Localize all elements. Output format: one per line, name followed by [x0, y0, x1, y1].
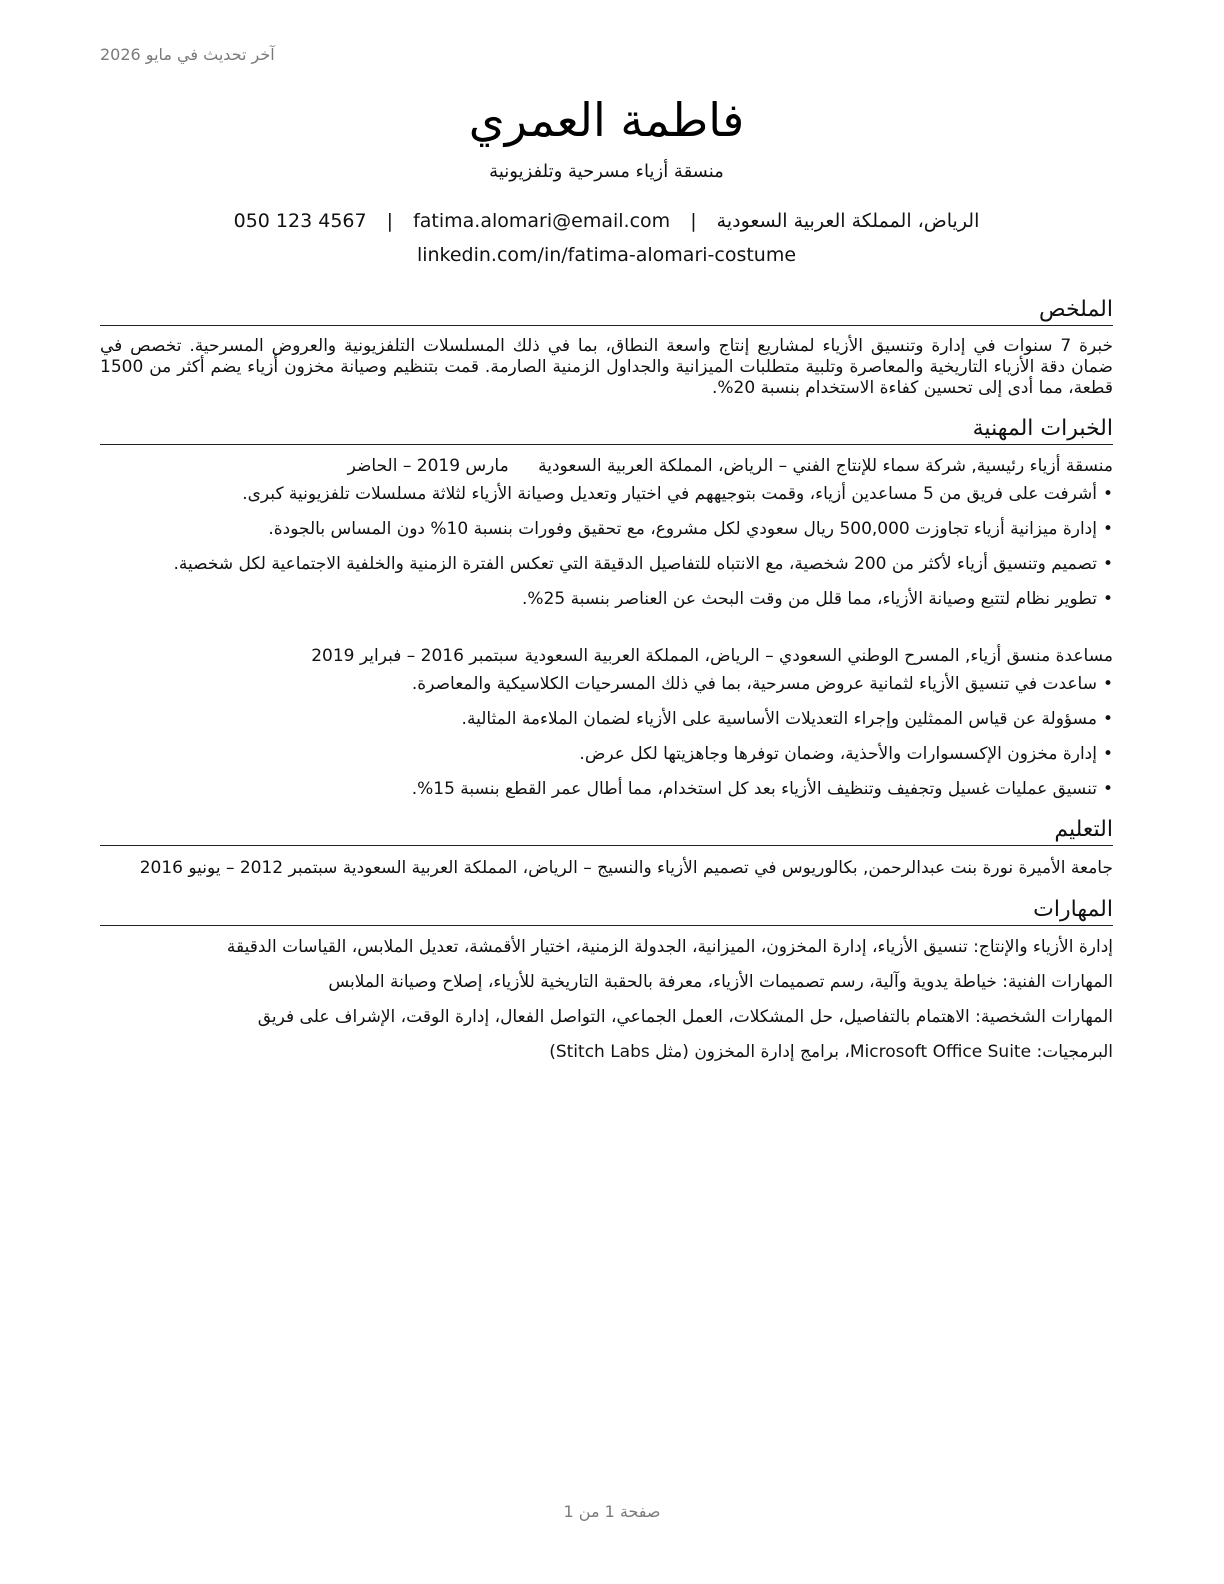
skill-line: المهارات الفنية: خياطة يدوية وآلية، رسم تصميمات الأزياء، معرفة بالحقبة التاريخية للأزياء، إصلاح وصيانة الملابس: [328, 972, 1113, 992]
bullet-icon: •: [1102, 589, 1113, 609]
job-title: مساعدة منسق أزياء, المسرح الوطني السعودي – الرياض، المملكة العربية السعودية: [524, 646, 1113, 666]
candidate-name: فاطمة العمري: [468, 93, 745, 147]
bullet-text: تطوير نظام لتتبع وصيانة الأزياء، مما قلل من وقت البحث عن العناصر بنسبة 25%.: [522, 589, 1097, 609]
skills-heading: المهارات: [100, 896, 1113, 926]
list-item: [100, 588, 1113, 610]
bullet-icon: •: [1102, 554, 1113, 574]
bullet-icon: •: [1102, 709, 1113, 729]
list-item: [100, 518, 1113, 540]
bullet-text: ساعدت في تنسيق الأزياء لثمانية عروض مسرحية، بما في ذلك المسرحيات الكلاسيكية والمعاصرة.: [411, 674, 1097, 694]
job-header: [100, 455, 1113, 477]
bullet-text: إدارة ميزانية أزياء تجاوزت 500,000 ريال سعودي لكل مشروع، مع تحقيق وفورات بنسبة 10% دون المساس بالجودة.: [268, 519, 1097, 539]
education-entry: جامعة الأميرة نورة بنت عبدالرحمن, بكالوريوس في تصميم الأزياء والنسيج – الرياض، المملكة العربية السعودية سبتمبر 2012 – يونيو 2016: [139, 858, 1113, 878]
education-heading: التعليم: [100, 816, 1113, 846]
candidate-headline: منسقة أزياء مسرحية وتلفزيونية: [489, 161, 724, 182]
skill-line: إدارة الأزياء والإنتاج: تنسيق الأزياء، إدارة المخزون، الميزانية، الجدولة الزمنية، اختيار الأقمشة، تعديل الملابس، القياسات الدقيقة: [226, 937, 1113, 957]
job-entry: [100, 455, 1113, 610]
job-header: [100, 645, 1113, 667]
bullet-text: إدارة مخزون الإكسسوارات والأحذية، وضمان توفرها وجاهزيتها لكل عرض.: [579, 744, 1097, 764]
job-dates: مارس 2019 – الحاضر: [347, 456, 509, 476]
bullet-text: تصميم وتنسيق أزياء لأكثر من 200 شخصية، مع الانتباه للتفاصيل الدقيقة التي تعكس الفترة الزمنية والخلفية الاجتماعية لكل شخصية.: [173, 554, 1097, 574]
skills-list: [100, 936, 1113, 1063]
summary-text: خبرة 7 سنوات في إدارة وتنسيق الأزياء لمشاريع إنتاج واسعة النطاق، بما في ذلك المسلسلات التلفزيونية والعروض المسرحية. تخصص في ضمان دقة الأزياء التاريخية والمعاصرة وتلبية متطلبات الميزانية والجداول الزمنية الصارمة. قمت بتنظيم وصيانة مخزون أزياء يضم أكثر من 1500 قطعة، مما أدى إلى تحسين كفاءة الاستخدام بنسبة 20%.: [100, 336, 1113, 398]
contact-location: الرياض، المملكة العربية السعودية: [716, 210, 980, 232]
list-item: [100, 483, 1113, 505]
bullet-icon: •: [1102, 519, 1113, 539]
list-item: [100, 778, 1113, 800]
bullet-icon: •: [1102, 674, 1113, 694]
job-bullets: [100, 483, 1113, 610]
bullet-text: مسؤولة عن قياس الممثلين وإجراء التعديلات الأساسية على الأزياء لضمان الملاءمة المثالية.: [461, 709, 1097, 729]
contact-separator: |: [386, 210, 394, 232]
job-dates: سبتمبر 2016 – فبراير 2019: [311, 646, 519, 666]
experience-heading: الخبرات المهنية: [100, 415, 1113, 445]
summary-heading: الملخص: [100, 296, 1113, 326]
bullet-icon: •: [1102, 779, 1113, 799]
list-item: [100, 553, 1113, 575]
page-number: صفحة 1 من 1: [563, 1502, 661, 1521]
job-bullets: [100, 673, 1113, 800]
contact-line: [100, 208, 1113, 234]
bullet-icon: •: [1102, 484, 1113, 504]
list-item: [100, 708, 1113, 730]
skill-line: البرمجيات: Microsoft Office Suite، برامج إدارة المخزون (مثل Stitch Labs): [549, 1042, 1113, 1062]
contact-separator: |: [690, 210, 697, 232]
last-updated-note: آخر تحديث في مايو 2026: [100, 45, 275, 64]
contact-linkedin[interactable]: linkedin.com/in/fatima-alomari-costume: [416, 244, 797, 266]
job-entry: [100, 645, 1113, 800]
resume-page: [100, 0, 1113, 1076]
bullet-text: أشرفت على فريق من 5 مساعدين أزياء، وقمت بتوجيههم في اختيار وتعديل وصيانة الأزياء لثلاثة مسلسلات تلفزيونية كبرى.: [242, 484, 1097, 504]
contact-phone[interactable]: 050 123 4567: [233, 210, 367, 232]
bullet-icon: •: [1102, 744, 1113, 764]
list-item: [100, 673, 1113, 695]
contact-email[interactable]: fatima.alomari@email.com: [413, 210, 671, 232]
skill-line: المهارات الشخصية: الاهتمام بالتفاصيل، حل المشكلات، العمل الجماعي، التواصل الفعال، إدارة الوقت، الإشراف على فريق: [257, 1007, 1113, 1027]
bullet-text: تنسيق عمليات غسيل وتجفيف وتنظيف الأزياء بعد كل استخدام، مما أطال عمر القطع بنسبة 15%.: [411, 779, 1097, 799]
list-item: [100, 743, 1113, 765]
job-title: منسقة أزياء رئيسية, شركة سماء للإنتاج الفني – الرياض، المملكة العربية السعودية: [538, 456, 1113, 476]
